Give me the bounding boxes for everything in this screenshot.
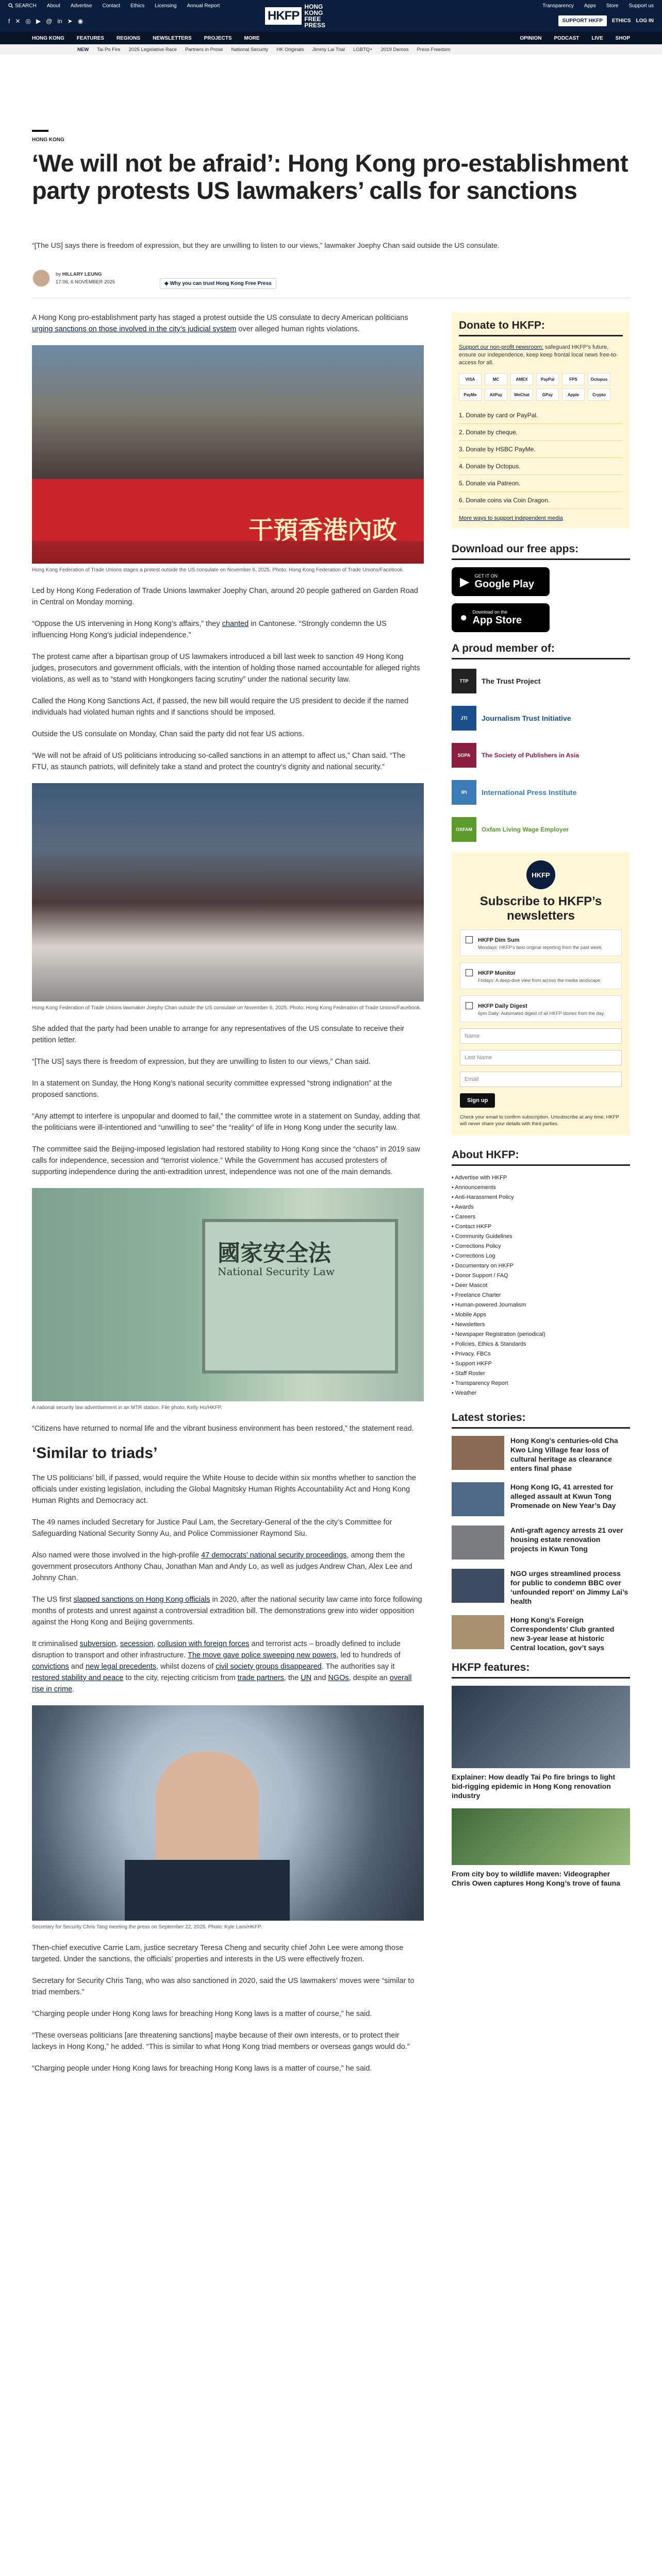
inline-link[interactable]: convictions (32, 1663, 69, 1671)
story-thumbnail[interactable] (452, 1615, 504, 1649)
main-nav-live[interactable]: LIVE (591, 35, 603, 41)
checkbox[interactable] (466, 969, 473, 976)
donate-widget (452, 312, 630, 529)
newsletter-logo: HKFP (526, 860, 555, 889)
partner-oxfam[interactable]: OXFAM Oxfam Living Wage Employer (452, 815, 630, 844)
donate-option[interactable]: 6. Donate coins via Coin Dragon. (459, 492, 623, 509)
nav-licensing[interactable]: Licensing (155, 3, 177, 9)
google-play-icon: ▶ (460, 574, 470, 589)
paragraph: “These overseas politicians [are threatening sanctions] maybe because of their own interests, or to protect their lackeys in Hong Kong,” he added. “This is similar to what Hong Kong triad members or overseas gangs would do.” (32, 2031, 410, 2051)
about-link[interactable]: • Transparency Report (452, 1380, 508, 1386)
paragraph: Secretary for Security Chris Tang, who was also sanctioned in 2020, said the US lawmakers’ moves were “similar to triad members.” (32, 1977, 415, 1996)
member-widget (452, 642, 630, 844)
section-heading: ‘Similar to triads’ (32, 1445, 158, 1462)
main-nav-shop[interactable]: SHOP (615, 35, 630, 41)
trending-item[interactable]: LGBTQ+ (353, 46, 373, 53)
about-link[interactable]: • Newspaper Registration (periodical) (452, 1331, 545, 1337)
donate-intro: Support our non-profit newsroom: safeguard HKFP’s future, ensure our independence, keep keep frontal local news free-to-access for all. (459, 344, 618, 366)
about-link[interactable]: • Corrections Log (452, 1253, 495, 1259)
x-icon[interactable]: ✕ (15, 18, 21, 25)
main-nav-more[interactable]: MORE (244, 35, 260, 41)
latest-story[interactable]: Hong Kong’s Foreign Correspondents’ Club granted new 3-year lease at historic Central location, gov’t says (452, 1615, 630, 1652)
email-field[interactable]: Email (460, 1072, 622, 1087)
linkedin-icon[interactable]: in (57, 18, 62, 25)
trending-item[interactable]: Jimmy Lai Trial (312, 46, 345, 53)
partner-sopa[interactable]: SOPA The Society of Publishers in Asia (452, 741, 630, 770)
trending-item[interactable]: Partners in Prose (185, 46, 223, 53)
features-heading: HKFP features: (452, 1662, 630, 1679)
about-link[interactable]: • Documentary on HKFP (452, 1263, 514, 1269)
article-photo-tang (32, 1705, 424, 1921)
paragraph: The protest came after a bipartisan group of US lawmakers introduced a bill last week to sanction 49 Hong Kong judges, prosecutors and government officials, with the intention of holding those named accountable for alleged rights violations, as well as to “stand with Hongkongers facing scrutiny” under the national security law. (32, 653, 420, 684)
shield-icon: ◈ (164, 281, 170, 286)
nav-annual-report[interactable]: Annual Report (187, 3, 220, 9)
paragraph: Led by Hong Kong Federation of Trade Unions lawmaker Joephy Chan, around 20 people gathered on Garden Road in Central on Monday morning. (32, 587, 418, 606)
inline-link[interactable]: overall rise in crime (32, 1674, 412, 1693)
feature-thumbnail[interactable] (452, 1686, 630, 1768)
donate-intro-link[interactable]: Support our non-profit newsroom: (459, 344, 543, 350)
paragraph: “Any attempt to interfere is unpopular and doomed to fail,” the committee wrote in a statement on Sunday, adding that the politicians were ill-intentioned and “unwilling to see” the “reality” of life in Hong Kong under the security law. (32, 1112, 420, 1132)
article-date: 17:06, 6 NOVEMBER 2025 (56, 279, 115, 285)
story-thumbnail[interactable] (452, 1482, 504, 1516)
story-thumbnail[interactable] (452, 1569, 504, 1603)
inline-link[interactable]: subversion (79, 1640, 116, 1648)
inline-link[interactable]: trade partners (237, 1674, 284, 1682)
latest-story[interactable]: Hong Kong’s centuries-old Cha Kwo Ling Village fear loss of cultural heritage as clearance enters final phase (452, 1436, 630, 1473)
nav-contact[interactable]: Contact (102, 3, 120, 9)
nav-store[interactable]: Store (606, 3, 619, 9)
payment-icon: Apple (562, 388, 585, 401)
newsletter-option-digest[interactable]: HKFP Daily Digest 6pm Daily: Automated digest of all HKFP stories from the day. (460, 995, 622, 1022)
speaker-figure (156, 1752, 259, 1870)
photo-caption: Hong Kong Federation of Trade Unions stages a protest outside the US consulate on November 6, 2025. Photo: Hong Kong Federation of Trade Unions/Facebook. (32, 567, 404, 573)
nav-ethics[interactable]: Ethics (130, 3, 145, 9)
newsletter-option-dimsum[interactable]: HKFP Dim Sum Mondays: HKFP’s best original reporting from the past week. (460, 929, 622, 956)
logo-box: HKFP (265, 7, 302, 25)
paragraph: “Charging people under Hong Kong laws for breaching Hong Kong laws is a matter of course,” he said. (32, 2064, 372, 2073)
name-field[interactable]: Name (460, 1028, 622, 1044)
main-nav-newsletters[interactable]: NEWSLETTERS (153, 35, 192, 41)
inline-link[interactable]: slapped sanctions on Hong Kong officials (73, 1596, 210, 1604)
about-link[interactable]: • Contact HKFP (452, 1224, 492, 1230)
rss-icon[interactable]: ◉ (77, 18, 84, 25)
paragraph: “We will not be afraid of US politicians introducing so-called sanctions in an attempt to affect us,” Chan said. “The FTU, as staunch patriots, will definitely take a stand and protect the country’s dignity and national security.” (32, 752, 406, 771)
paragraph: Called the Hong Kong Sanctions Act, if passed, the new bill would require the US president to decide if the named individuals had violated human rights and if sanctions should be imposed. (32, 697, 409, 717)
about-link[interactable]: • Policies, Ethics & Standards (452, 1341, 526, 1347)
article-subtitle: “[The US] says there is freedom of expression, but they are unwilling to listen to our views,” lawmaker Joephy Chan said outside the US consulate. (32, 241, 500, 249)
trending-item[interactable]: 2019 Demos (380, 46, 409, 53)
newsletter-title: Subscribe to HKFP’s newsletters (479, 894, 602, 923)
about-link[interactable]: • Announcements (452, 1184, 496, 1191)
latest-heading: Latest stories: (452, 1412, 630, 1429)
paragraph: “Charging people under Hong Kong laws for breaching Hong Kong laws is a matter of course,” he said. (32, 2010, 372, 2018)
article-photo-nsl-ad (32, 1188, 424, 1401)
about-link[interactable]: • Weather (452, 1390, 477, 1396)
search-icon (8, 3, 13, 8)
paragraph: A Hong Kong pro-establishment party has staged a protest outside the US consulate to decry American politicians urging sanctions on those involved in the city’s judicial system over alleged human rights violations. (32, 314, 408, 333)
inline-link[interactable]: civil society groups disappeared (216, 1663, 322, 1671)
about-link[interactable]: • Careers (452, 1214, 476, 1220)
about-link[interactable]: • Advertise with HKFP (452, 1175, 507, 1181)
main-nav-projects[interactable]: PROJECTS (204, 35, 232, 41)
top-utility-nav (0, 0, 662, 11)
about-link[interactable]: • Community Guidelines (452, 1233, 512, 1240)
donate-option[interactable]: 1. Donate by card or PayPal. (459, 407, 623, 424)
author-avatar[interactable] (32, 269, 51, 287)
sidebar (452, 312, 630, 1896)
about-link[interactable]: • Anti-Harassment Policy (452, 1194, 514, 1200)
latest-story[interactable]: Hong Kong IG, 41 arrested for alleged assault at Kwun Tong Promenade on New Year’s Day (452, 1482, 630, 1516)
speaker-suit (125, 1860, 290, 1921)
trending-bar (0, 44, 662, 55)
photo-caption: A national security law advertisement in an MTR station. File photo: Kelly Ho/HKFP. (32, 1405, 222, 1411)
paragraph: The 49 names included Secretary for Justice Paul Lam, the Secretary-General of the the city’s Committee for Safeguarding National Security Sonny Au, and Police Commissioner Raymond Siu. (32, 1518, 392, 1538)
apps-heading: Download our free apps: (452, 543, 630, 560)
payment-icon: PayMe (459, 388, 482, 401)
search-button[interactable]: SEARCH (8, 3, 37, 9)
checkbox[interactable] (466, 936, 473, 943)
main-nav-hong-kong[interactable]: HONG KONG (32, 35, 64, 41)
main-nav-regions[interactable]: REGIONS (116, 35, 141, 41)
newsletter-note: Check your email to confirm subscription. Unsubscribe at any time. HKFP will never share your details with third parties. (460, 1114, 619, 1127)
payment-icon: VISA (459, 373, 482, 385)
apple-icon: ● (460, 611, 468, 624)
nav-advertise[interactable]: Advertise (70, 3, 92, 9)
last-name-field[interactable]: Last Name (460, 1050, 622, 1065)
story-thumbnail[interactable] (452, 1526, 504, 1560)
apps-widget (452, 543, 630, 632)
inline-link[interactable]: UN (301, 1674, 312, 1682)
trending-item[interactable]: Press Freedom (417, 46, 451, 53)
inline-link[interactable]: urging sanctions on those involved in the city’s judicial system (32, 325, 237, 333)
login-link[interactable]: LOG IN (636, 18, 654, 24)
newsletter-option-monitor[interactable]: HKFP Monitor Fridays: A deep-dive view from across the media landscape. (460, 962, 622, 989)
main-nav-features[interactable]: FEATURES (76, 35, 104, 41)
inline-link[interactable]: new legal precedents (85, 1663, 157, 1671)
about-heading: About HKFP: (452, 1149, 630, 1166)
main-nav-right (520, 36, 662, 41)
social-links (8, 18, 83, 25)
author-name[interactable]: HILLARY LEUNG (62, 272, 102, 277)
paragraph: Also named were those involved in the high-profile 47 democrats’ national security proceedings, among them the government prosecutors Anthony Chau, Jonathan Man and Andy Lo, as well as judges Andrew Chan, Alex Lee and Johnny Chan. (32, 1551, 412, 1582)
payment-icon: MC (485, 373, 507, 385)
article-photo-protest (32, 345, 424, 564)
paragraph: It criminalised subversion, secession, collusion with foreign forces and terrorist acts – broadly defined to include disruption to transport and other infrastructure. The move gave police sweeping new powers, led to hundreds of convictions and new legal precedents, whilst dozens of civil society groups disappeared. The authorities say it restored stability and peace to the city, rejecting criticism from trade partners, the UN and NGOs, despite an overall rise in crime. (32, 1640, 412, 1693)
byline (32, 269, 115, 287)
payment-icon: GPay (536, 388, 559, 401)
nav-about[interactable]: About (46, 3, 60, 9)
about-list (452, 1173, 630, 1398)
paragraph: She added that the party had been unable to arrange for any representatives of the US consulate to receive their petition letter. (32, 1025, 405, 1044)
trending-item[interactable]: 2025 Legislative Race (128, 46, 177, 53)
about-link[interactable]: • Deer Mascot (452, 1282, 488, 1289)
paragraph: Outside the US consulate on Monday, Chan said the party did not fear US actions. (32, 730, 304, 738)
newsletter-widget (452, 852, 630, 1136)
about-link[interactable]: • Mobile Apps (452, 1312, 486, 1318)
ad-text: 國家安全法 (218, 1240, 331, 1266)
threads-icon[interactable]: @ (46, 18, 53, 25)
inline-link[interactable]: collusion with foreign forces (157, 1640, 250, 1648)
about-link[interactable]: • Support HKFP (452, 1361, 492, 1367)
nav-apps[interactable]: Apps (584, 3, 596, 9)
checkbox[interactable] (466, 1002, 473, 1009)
facebook-icon[interactable]: f (8, 18, 10, 25)
main-nav-opinion[interactable]: OPINION (520, 35, 542, 41)
donate-option[interactable]: 4. Donate by Octopus. (459, 458, 623, 475)
latest-story[interactable]: NGO urges streamlined process for public to condemn BBC over ‘unfounded report’ on Jimmy Lai’s health (452, 1569, 630, 1606)
features-widget (452, 1662, 630, 1888)
paragraph: Then-chief executive Carrie Lam, justice secretary Teresa Cheng and security chief John Lee were among those targeted. Under the sanctions, the officials’ properties and interests in the US were effectively frozen. (32, 1944, 404, 1963)
support-hkfp-button[interactable]: SUPPORT HKFP (558, 15, 607, 26)
nav-support-us[interactable]: Support us (628, 3, 654, 9)
latest-story[interactable]: Anti-graft agency arrests 21 over housing estate renovation projects in Kwun Tong (452, 1526, 630, 1560)
payment-icon: FPS (562, 373, 585, 385)
donate-heading: Donate to HKFP: (459, 319, 623, 336)
inline-link[interactable]: 47 democrats’ national security proceedings (201, 1551, 347, 1560)
jti-logo: JTI (452, 706, 476, 731)
article-title: ‘We will not be afraid’: Hong Kong pro-establishment party protests US lawmakers’ calls for sanctions (32, 149, 628, 204)
about-link[interactable]: • Awards (452, 1204, 474, 1210)
trust-project-logo: TTP (452, 669, 476, 693)
header-buttons (558, 15, 654, 26)
feature-story[interactable]: Explainer: How deadly Tai Po fire brings to light bid-rigging epidemic in Hong Kong renovation industry (452, 1686, 630, 1800)
why-trust-link[interactable]: ◈ Why you can trust Hong Kong Free Press (160, 278, 276, 289)
sopa-logo: SOPA (452, 743, 476, 768)
paragraph: “[The US] says there is freedom of expression, but they are unwilling to listen to our views,” Chan said. (32, 1058, 371, 1066)
main-nav (0, 32, 662, 44)
latest-widget (452, 1412, 630, 1652)
ad-text-en: National Security Law (218, 1265, 335, 1278)
payment-icon: PayPal (536, 373, 559, 385)
article-category[interactable]: HONG KONG (32, 137, 64, 143)
inline-link[interactable]: chanted (222, 620, 249, 628)
trending-label: NEW (77, 46, 89, 53)
about-link[interactable]: • Donor Support / FAQ (452, 1273, 508, 1279)
ipi-logo: IPI (452, 780, 476, 805)
paragraph: “Oppose the US intervening in Hong Kong’s affairs,” they chanted in Cantonese. “Strongly condemn the US influencing Hong Kong’s judicial independence.” (32, 620, 387, 639)
title-rule (32, 130, 48, 132)
paragraph: The US politicians’ bill, if passed, would require the White House to decide within six months whether to sanction the officials under existing legislation, including the Global Magnitsky Human Rights Accountability Act and Hong Kong Human Rights and Democracy act. (32, 1474, 416, 1505)
article-body (32, 312, 424, 2084)
payment-icon: AMEX (510, 373, 533, 385)
paragraph: The US first slapped sanctions on Hong Kong officials in 2020, after the national security law came into force following months of protests and unrest against a controversial extradition bill. The demonstrations grew into wider opposition against the Hong Kong and Beijing governments. (32, 1596, 422, 1626)
photo-caption: Hong Kong Federation of Trade Unions lawmaker Joephy Chan outside the US consulate on November 6, 2025. Photo: Hong Kong Federation of Trade Unions/Facebook. (32, 1005, 421, 1011)
inline-link[interactable]: The move gave police sweeping new powers (187, 1651, 337, 1659)
inline-link[interactable]: NGOs (328, 1674, 349, 1682)
partner-ipi[interactable]: IPI International Press Institute (452, 778, 630, 807)
more-ways-link[interactable]: More ways to support independent media (459, 515, 563, 521)
trending-item[interactable]: HK Originals (276, 46, 304, 53)
site-logo[interactable] (265, 3, 331, 29)
oxfam-logo: OXFAM (452, 817, 476, 842)
photo-caption: Secretary for Security Chris Tang meeting the press on September 22, 2025. Photo: Kyle Lam/HKFP. (32, 1924, 262, 1930)
member-heading: A proud member of: (452, 642, 630, 659)
partner-trust-project[interactable]: TTP The Trust Project (452, 667, 630, 696)
paragraph: The committee said the Beijing-imposed legislation had restored stability to Hong Kong since the “chaos” in 2019 saw calls for independence, secession and “terrorist violence.” While the Government has accused protesters of supporting independence during the anti-extradition unrest, independence was not one of the main demands. (32, 1145, 420, 1176)
banner-text: 干預香港內政 (249, 516, 398, 545)
feature-story[interactable]: From city boy to wildlife maven: Videographer Chris Owen captures Hong Kong’s trove of fauna (452, 1808, 630, 1888)
inline-link[interactable]: restored stability and peace (32, 1674, 124, 1682)
inline-link[interactable]: secession (120, 1640, 154, 1648)
donate-option[interactable]: 3. Donate by HSBC PayMe. (459, 441, 623, 458)
payment-methods (459, 373, 623, 401)
article-photo-chan (32, 783, 424, 1002)
top-nav-right (542, 3, 662, 9)
byline-meta: by HILLARY LEUNG 17:06, 6 NOVEMBER 2025 (56, 272, 115, 285)
youtube-icon[interactable]: ▶ (36, 18, 41, 25)
about-link[interactable]: • Human-powered Journalism (452, 1302, 526, 1308)
paragraph: In a statement on Sunday, the Hong Kong’s national security committee expressed “strong indignation” at the proposed sanctions. (32, 1079, 392, 1099)
about-widget (452, 1149, 630, 1398)
paragraph: “Citizens have returned to normal life and the vibrant business environment has been restored,” the statement read. (32, 1425, 414, 1433)
partner-jti[interactable]: JTI Journalism Trust Initiative (452, 704, 630, 733)
trending-item[interactable]: National Security (231, 46, 269, 53)
payment-icon: AliPay (485, 388, 507, 401)
about-link[interactable]: • Corrections Policy (452, 1243, 501, 1249)
about-link[interactable]: • Privacy, FBCs (452, 1351, 491, 1357)
app-store-button[interactable]: ● Download on the App Store (452, 603, 550, 632)
ethics-link[interactable]: ETHICS (611, 18, 631, 24)
instagram-icon[interactable]: ◎ (25, 18, 31, 25)
payment-icon: Octopus (588, 373, 610, 385)
logo-text: HONG KONG FREE PRESS (304, 3, 326, 29)
main-nav-podcast[interactable]: PODCAST (554, 35, 580, 41)
trending-item[interactable]: Tai Po Fire (97, 46, 121, 53)
about-link[interactable]: • Freelance Charter (452, 1292, 501, 1298)
story-thumbnail[interactable] (452, 1436, 504, 1470)
telegram-icon[interactable]: ➤ (67, 18, 73, 25)
google-play-button[interactable]: ▶ GET IT ON Google Play (452, 567, 550, 596)
about-link[interactable]: • Staff Roster (452, 1370, 485, 1377)
feature-thumbnail[interactable] (452, 1808, 630, 1865)
donate-options (459, 407, 623, 509)
about-link[interactable]: • Newsletters (452, 1321, 485, 1328)
payment-icon: WeChat (510, 388, 533, 401)
nav-transparency[interactable]: Transparency (542, 3, 574, 9)
signup-button[interactable]: Sign up (460, 1093, 495, 1108)
payment-icon: Crypto (588, 388, 610, 401)
donate-option[interactable]: 2. Donate by cheque. (459, 424, 623, 441)
donate-option[interactable]: 5. Donate via Patreon. (459, 475, 623, 492)
